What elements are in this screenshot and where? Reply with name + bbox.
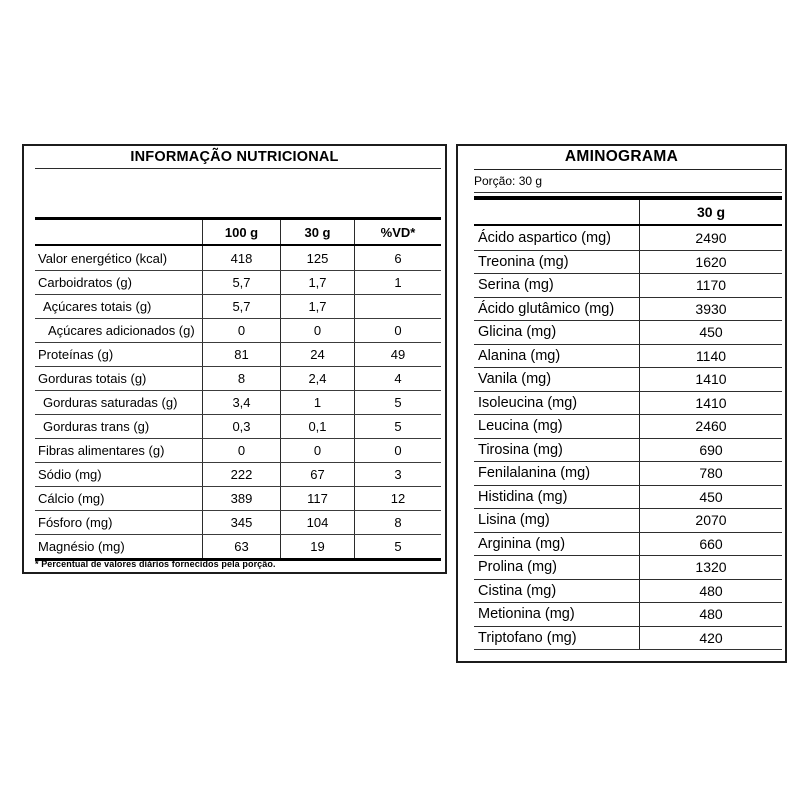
nutrition-table-row — [35, 486, 441, 510]
aminogram-panel — [456, 144, 787, 663]
aminogram-table-row — [474, 555, 782, 579]
nutrition-table-row — [35, 318, 441, 342]
aminogram-table-row — [474, 602, 782, 626]
nutrient-label: Gorduras trans (g) — [43, 419, 150, 434]
nutrient-value-vd — [354, 295, 441, 318]
amino-acid-value: 480 — [639, 603, 782, 626]
nutrient-value-30g: 1,7 — [280, 295, 354, 318]
nutrient-label: Gorduras totais (g) — [38, 371, 147, 386]
nutrient-value-30g: 67 — [280, 463, 354, 486]
aminogram-table — [474, 196, 782, 650]
amino-acid-value: 2460 — [639, 415, 782, 438]
nutrition-table-row — [35, 534, 441, 558]
amino-acid-value: 3930 — [639, 298, 782, 321]
nutrient-value-100g: 418 — [202, 246, 280, 270]
amino-acid-value: 2070 — [639, 509, 782, 532]
aminogram-table-row — [474, 273, 782, 297]
amino-acid-value: 2490 — [639, 226, 782, 250]
amino-acid-value: 1620 — [639, 251, 782, 274]
nutrient-value-100g: 5,7 — [202, 271, 280, 294]
nutrient-value-100g: 0,3 — [202, 415, 280, 438]
nutrient-value-vd: 5 — [354, 535, 441, 558]
nutrient-value-100g: 222 — [202, 463, 280, 486]
nutrient-value-100g: 3,4 — [202, 391, 280, 414]
amino-acid-value: 660 — [639, 533, 782, 556]
amino-acid-value: 1320 — [639, 556, 782, 579]
amino-acid-value: 480 — [639, 580, 782, 603]
nutrient-value-100g: 5,7 — [202, 295, 280, 318]
nutrition-header-label-cell — [35, 220, 202, 244]
nutrition-table-row — [35, 510, 441, 534]
nutrition-title: INFORMAÇÃO NUTRICIONAL — [130, 149, 339, 165]
amino-acid-label: Leucina (mg) — [478, 418, 563, 435]
amino-acid-label: Glicina (mg) — [478, 324, 557, 341]
amino-acid-label: Lisina (mg) — [478, 512, 550, 529]
nutrient-value-100g: 63 — [202, 535, 280, 558]
nutrient-value-vd: 4 — [354, 367, 441, 390]
nutrient-label: Gorduras saturadas (g) — [43, 395, 178, 410]
amino-acid-label: Histidina (mg) — [478, 488, 568, 505]
amino-acid-value: 420 — [639, 627, 782, 650]
aminogram-table-row — [474, 508, 782, 532]
nutrient-value-30g: 117 — [280, 487, 354, 510]
amino-acid-label: Ácido aspartico (mg) — [478, 229, 611, 246]
nutrient-label: Sódio (mg) — [38, 467, 102, 482]
aminogram-table-row — [474, 461, 782, 485]
amino-acid-label: Serina (mg) — [478, 277, 554, 294]
amino-acid-label: Isoleucina (mg) — [478, 394, 578, 411]
amino-acid-value: 780 — [639, 462, 782, 485]
nutrient-value-vd: 49 — [354, 343, 441, 366]
aminogram-table-row — [474, 226, 782, 250]
aminogram-table-row — [474, 414, 782, 438]
nutrition-table-row — [35, 270, 441, 294]
aminogram-table-row — [474, 438, 782, 462]
nutrition-footnote: * Percentual de valores diários fornecidos pela porção. — [35, 559, 276, 569]
aminogram-title: AMINOGRAMA — [564, 148, 679, 165]
nutrient-value-100g: 81 — [202, 343, 280, 366]
amino-acid-value: 450 — [639, 486, 782, 509]
nutrient-value-100g: 0 — [202, 319, 280, 342]
nutrition-table-row — [35, 366, 441, 390]
amino-acid-label: Treonina (mg) — [478, 253, 569, 270]
nutrition-table-row — [35, 294, 441, 318]
nutrient-value-100g: 8 — [202, 367, 280, 390]
amino-acid-label: Prolina (mg) — [478, 559, 557, 576]
nutrient-value-30g: 2,4 — [280, 367, 354, 390]
aminogram-portion-label: Porção: 30 g — [474, 174, 543, 188]
nutrient-value-vd: 0 — [354, 439, 441, 462]
amino-acid-label: Arginina (mg) — [478, 535, 566, 552]
amino-acid-value: 1410 — [639, 392, 782, 415]
nutrient-value-vd: 3 — [354, 463, 441, 486]
nutrient-value-30g: 0 — [280, 319, 354, 342]
nutrient-value-100g: 345 — [202, 511, 280, 534]
nutrient-value-30g: 19 — [280, 535, 354, 558]
nutrient-value-100g: 0 — [202, 439, 280, 462]
nutrition-table-row — [35, 390, 441, 414]
nutrient-label: Açúcares totais (g) — [43, 299, 152, 314]
nutrient-value-30g: 0 — [280, 439, 354, 462]
nutrition-header-row — [35, 220, 441, 246]
nutrition-table-row — [35, 414, 441, 438]
aminogram-portion-rule — [474, 192, 782, 193]
aminogram-table-row — [474, 579, 782, 603]
aminogram-title-rule — [474, 169, 782, 170]
nutrient-value-30g: 104 — [280, 511, 354, 534]
amino-acid-value: 1170 — [639, 274, 782, 297]
nutrient-value-30g: 1 — [280, 391, 354, 414]
nutrient-value-30g: 125 — [280, 246, 354, 270]
nutrient-value-vd: 1 — [354, 271, 441, 294]
nutrition-header-vd: %VD* — [354, 220, 441, 244]
amino-acid-label: Ácido glutâmico (mg) — [478, 300, 615, 317]
amino-acid-value: 450 — [639, 321, 782, 344]
nutrient-value-vd: 12 — [354, 487, 441, 510]
nutrient-label: Carboidratos (g) — [38, 275, 132, 290]
nutrition-header-100g: 100 g — [202, 220, 280, 244]
amino-acid-label: Cistina (mg) — [478, 582, 557, 599]
aminogram-header-label-cell — [474, 200, 639, 224]
amino-acid-label: Fenilalanina (mg) — [478, 465, 591, 482]
aminogram-header-row — [474, 200, 782, 226]
nutrition-title-rule — [35, 168, 441, 169]
nutrient-label: Cálcio (mg) — [38, 491, 105, 506]
nutrient-value-30g: 0,1 — [280, 415, 354, 438]
nutrition-table-row — [35, 462, 441, 486]
nutrient-value-vd: 6 — [354, 246, 441, 270]
amino-acid-label: Alanina (mg) — [478, 347, 561, 364]
aminogram-table-row — [474, 532, 782, 556]
nutrient-value-30g: 24 — [280, 343, 354, 366]
aminogram-table-row — [474, 391, 782, 415]
nutrition-table-row — [35, 342, 441, 366]
amino-acid-label: Tirosina (mg) — [478, 441, 563, 458]
nutrient-label: Açúcares adicionados (g) — [48, 323, 195, 338]
aminogram-table-row — [474, 297, 782, 321]
nutrition-header-30g: 30 g — [280, 220, 354, 244]
amino-acid-value: 1140 — [639, 345, 782, 368]
aminogram-table-row — [474, 367, 782, 391]
aminogram-table-row — [474, 250, 782, 274]
nutrient-value-vd: 5 — [354, 391, 441, 414]
aminogram-table-row — [474, 344, 782, 368]
aminogram-table-row — [474, 626, 782, 650]
amino-acid-label: Vanila (mg) — [478, 371, 552, 388]
nutrition-table-row — [35, 246, 441, 270]
amino-acid-value: 690 — [639, 439, 782, 462]
nutrient-value-vd: 0 — [354, 319, 441, 342]
amino-acid-label: Metionina (mg) — [478, 606, 575, 623]
nutrient-value-100g: 389 — [202, 487, 280, 510]
amino-acid-label: Triptofano (mg) — [478, 629, 577, 646]
nutrient-label: Proteínas (g) — [38, 347, 114, 362]
nutrition-table — [35, 217, 441, 561]
nutrient-label: Fibras alimentares (g) — [38, 443, 165, 458]
nutrient-label: Magnésio (mg) — [38, 539, 125, 554]
nutrient-label: Fósforo (mg) — [38, 515, 113, 530]
nutrition-table-row — [35, 438, 441, 462]
nutrient-value-vd: 8 — [354, 511, 441, 534]
nutrient-label: Valor energético (kcal) — [38, 250, 168, 266]
aminogram-table-row — [474, 485, 782, 509]
nutrition-facts-panel — [22, 144, 447, 574]
aminogram-table-row — [474, 320, 782, 344]
amino-acid-value: 1410 — [639, 368, 782, 391]
nutrient-value-30g: 1,7 — [280, 271, 354, 294]
aminogram-header-30g: 30 g — [639, 200, 782, 224]
nutrient-value-vd: 5 — [354, 415, 441, 438]
